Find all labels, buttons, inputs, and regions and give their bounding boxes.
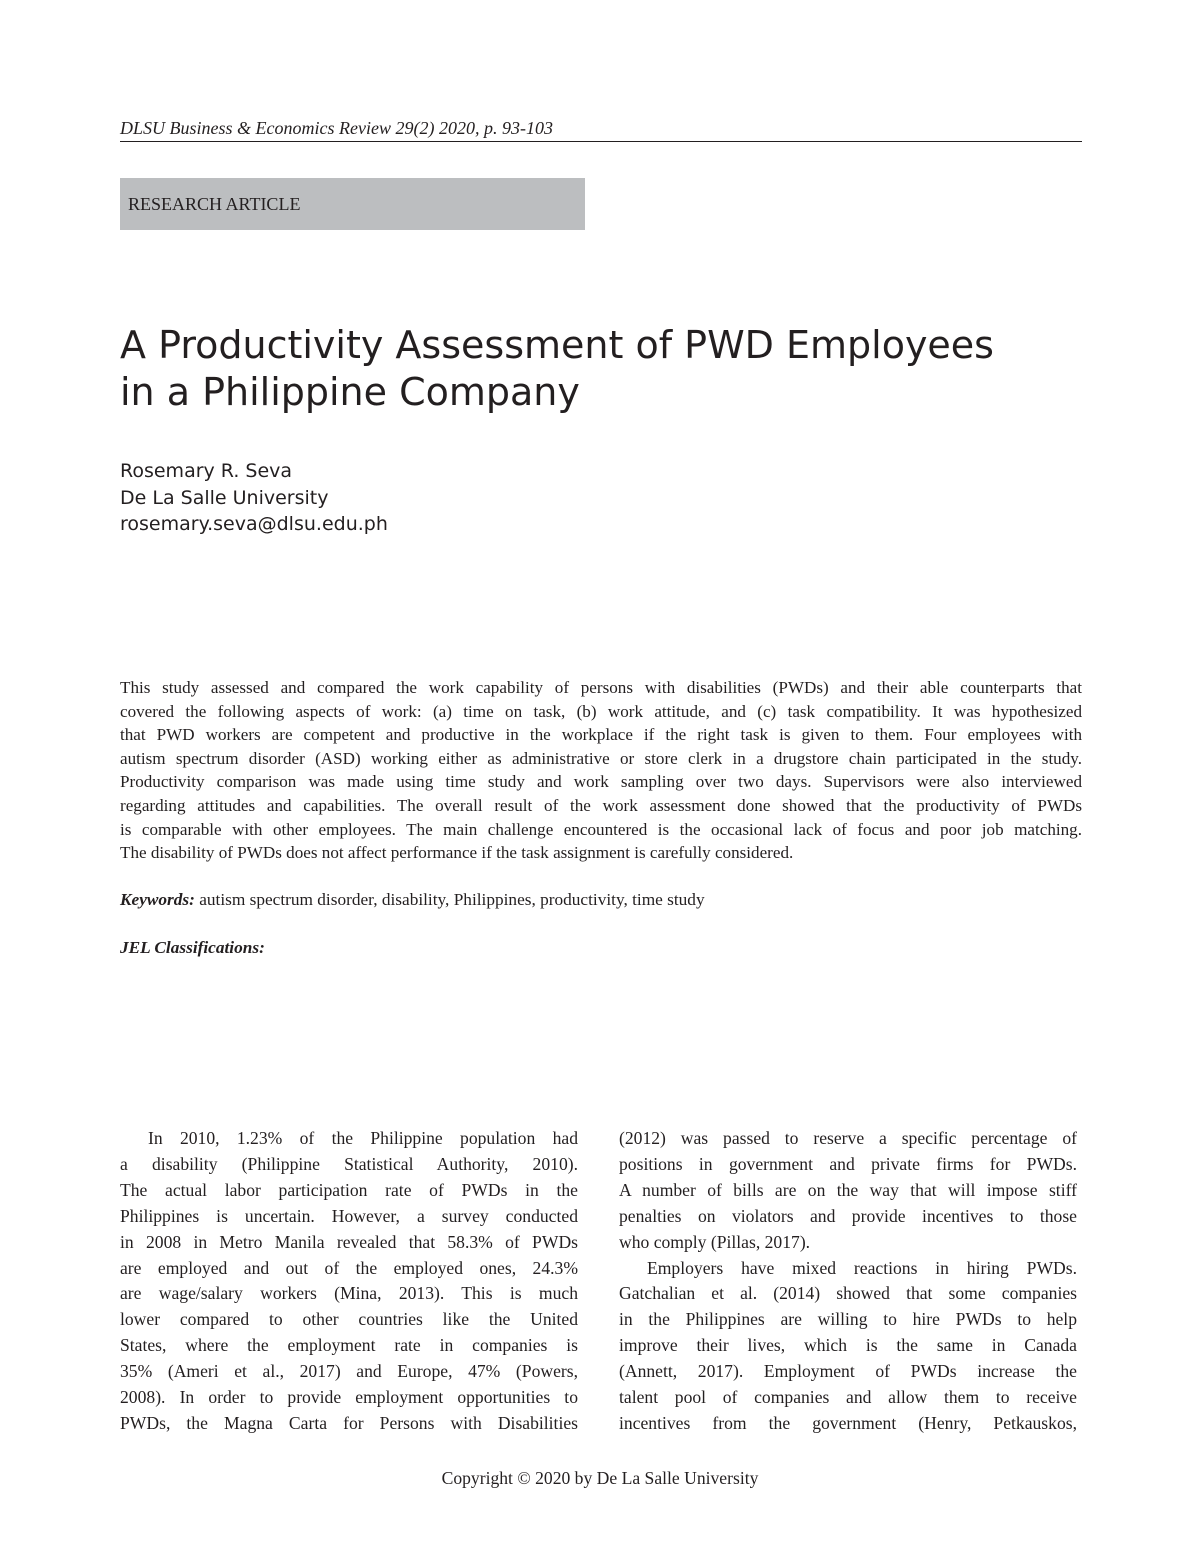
abstract-line: covered the following aspects of work: (a) time on task, (b) work attitude, and (c) task compatibility. It was hypothesized (120, 701, 1082, 721)
keywords-label: Keywords: (120, 890, 195, 909)
body-line: A number of bills are on the way that will impose stiff (619, 1179, 1077, 1200)
body-line: (2012) was passed to reserve a specific percentage of (619, 1128, 1077, 1148)
keywords (120, 888, 1082, 912)
body-line: incentives from the government (Henry, Petkauskos, (619, 1412, 1077, 1433)
jel-classifications-label: JEL Classifications: (120, 938, 265, 957)
abstract-line: is comparable with other employees. The main challenge encountered is the occasional lack of focus and poor job matching. (120, 819, 1082, 839)
header-rule (120, 141, 1082, 142)
body-line: talent pool of companies and allow them to receive (619, 1387, 1077, 1408)
article-type-label: RESEARCH ARTICLE (128, 194, 301, 214)
abstract-line: autism spectrum disorder (ASD) working either as administrative or store clerk in a drugstore chain participated in the study. (120, 748, 1082, 768)
body-line: Employers have mixed reactions in hiring PWDs. (647, 1257, 1077, 1278)
body-line: 2008). In order to provide employment opportunities to (120, 1387, 578, 1408)
body-line: in the Philippines are willing to hire PWDs to help (619, 1309, 1077, 1330)
title-line: in a Philippine Company (120, 370, 580, 414)
abstract-line: regarding attitudes and capabilities. The overall result of the work assessment done showed that the productivity of PWDs (120, 795, 1082, 815)
journal-citation-header: DLSU Business & Economics Review 29(2) 2020, p. 93-103 (120, 118, 553, 138)
body-line: In 2010, 1.23% of the Philippine population had (148, 1128, 578, 1148)
body-line: States, where the employment rate in companies is (120, 1335, 578, 1356)
body-column-left (120, 1126, 578, 1437)
abstract-line: that PWD workers are competent and productive in the workplace if the right task is given to them. Four employees with (120, 725, 1082, 745)
body-line: (Annett, 2017). Employment of PWDs increase the (619, 1361, 1077, 1382)
body-line: are employed and out of the employed ones, 24.3% (120, 1257, 578, 1278)
abstract-line: The disability of PWDs does not affect performance if the task assignment is carefully considered. (120, 843, 794, 863)
body-line: 35% (Ameri et al., 2017) and Europe, 47% (Powers, (120, 1361, 578, 1382)
body-column-right (619, 1126, 1077, 1437)
abstract-line: This study assessed and compared the work capability of persons with disabilities (PWDs) and their able counterparts that (120, 678, 1082, 697)
body-line: PWDs, the Magna Carta for Persons with Disabilities (120, 1412, 578, 1433)
body-line: penalties on violators and provide incentives to those (619, 1205, 1077, 1226)
body-line: who comply (Pillas, 2017). (619, 1231, 811, 1252)
body-line: The actual labor participation rate of PWDs in the (120, 1179, 578, 1200)
body-line: are wage/salary workers (Mina, 2013). This is much (120, 1283, 578, 1304)
author-block (120, 458, 388, 538)
body-line: Philippines is uncertain. However, a survey conducted (120, 1205, 578, 1226)
body-line: positions in government and private firms for PWDs. (619, 1153, 1077, 1174)
body-line: lower compared to other countries like the United (120, 1309, 578, 1330)
article-title (120, 322, 1080, 416)
body-line: Gatchalian et al. (2014) showed that some companies (619, 1283, 1077, 1304)
body-line: a disability (Philippine Statistical Authority, 2010). (120, 1153, 578, 1174)
title-line: A Productivity Assessment of PWD Employees (120, 323, 994, 367)
abstract (120, 676, 1082, 865)
copyright-footer: Copyright © 2020 by De La Salle University (441, 1468, 759, 1488)
author-name: Rosemary R. Seva (120, 460, 293, 482)
author-email: rosemary.seva@dlsu.edu.ph (120, 513, 388, 535)
body-line: improve their lives, which is the same in Canada (619, 1335, 1077, 1356)
article-type-banner (120, 178, 585, 230)
keywords-text: autism spectrum disorder, disability, Philippines, productivity, time study (194, 890, 705, 909)
body-line: in 2008 in Metro Manila revealed that 58.3% of PWDs (120, 1231, 578, 1252)
abstract-line: Productivity comparison was made using time study and work sampling over two days. Supervisors were also interviewed (120, 772, 1082, 792)
author-affiliation: De La Salle University (120, 486, 329, 509)
